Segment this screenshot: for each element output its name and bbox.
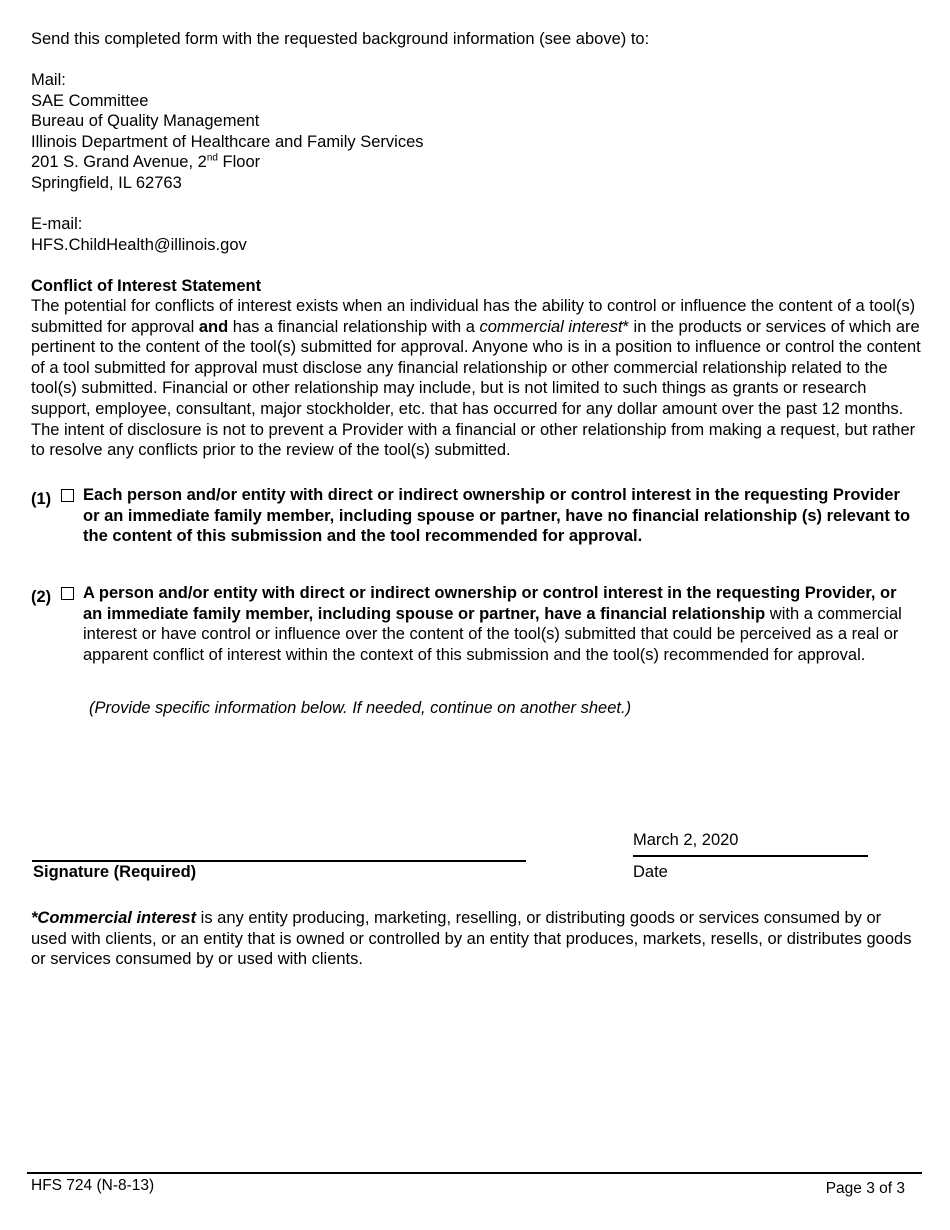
mail-line-department: Illinois Department of Healthcare and Family Services [31, 132, 424, 151]
email-block [31, 214, 247, 255]
intro-text: Send this completed form with the requested background information (see above) to: [31, 30, 650, 48]
commercial-interest-footnote: *Commercial interest is any entity producing, marketing, reselling, or distributing goods or services consumed by or used with clients, or an entity that is owned or controlled by an entity that produces, markets, resells, or distributes goods or services consumed by or used with clients. [31, 909, 912, 969]
mail-line-bureau: Bureau of Quality Management [31, 112, 260, 131]
coi-heading: Conflict of Interest Statement [31, 277, 262, 295]
signature-label: Signature (Required) [33, 863, 197, 881]
mail-label: Mail: [31, 71, 66, 89]
email-label: E-mail: [31, 215, 83, 233]
option2-checkbox[interactable] [61, 587, 74, 600]
date-label: Date [633, 863, 668, 881]
mail-street: 201 S. Grand Avenue, 2nd Floor [31, 152, 261, 172]
option1-checkbox[interactable] [61, 489, 74, 502]
option2-text: A person and/or entity with direct or indirect ownership or control interest in the requesting Provider, or an immediate family member, including spouse or partner, have a financial relationship with a commercial interest or have control or influence over the content of the tool(s) submitted that could be perceived as a real or apparent conflict of interest within the context of this submission and the tool(s) recommended for approval. [83, 584, 902, 664]
option1-number: (1) [31, 490, 52, 508]
footer-rule [27, 1172, 922, 1174]
mail-line-committee: SAE Committee [31, 91, 149, 110]
mail-address-block [31, 70, 424, 194]
page-number: Page 3 of 3 [825, 1180, 905, 1197]
date-line[interactable] [633, 855, 868, 857]
mail-city: Springfield, IL 62763 [31, 173, 182, 192]
option1-text: Each person and/or entity with direct or indirect ownership or control interest in the requesting Provider or an immediate family member, including spouse or partner, have no financial relationship (s) relevant to the content of this submission and the tool recommended for approval. [83, 486, 911, 546]
form-id: HFS 724 (N-8-13) [31, 1177, 155, 1194]
option2-number: (2) [31, 588, 52, 606]
email-address: HFS.ChildHealth@illinois.gov [31, 235, 247, 254]
provide-info-note: (Provide specific information below. If needed, continue on another sheet.) [89, 699, 632, 717]
coi-paragraph: The potential for conflicts of interest exists when an individual has the ability to control or influence the content of a tool(s) submitted for approval and has a financial relationship with a commercial interest* in the products or services of which are pertinent to the content of the tool(s) submitted for approval. Anyone who is in a position to influence or control the content of a tool submitted for approval must disclose any financial relationship or other commercial relationship related to the tool(s) submitted. Financial or other relationship may include, but is not limited to such things as grants or research support, employee, consultant, major stockholder, etc. that has occurred for any dollar amount over the past 12 months. The intent of disclosure is not to prevent a Provider with a financial or other relationship from making a request, but rather to resolve any conflicts prior to the review of the tool(s) submitted. [31, 297, 921, 460]
date-value: March 2, 2020 [633, 831, 739, 849]
